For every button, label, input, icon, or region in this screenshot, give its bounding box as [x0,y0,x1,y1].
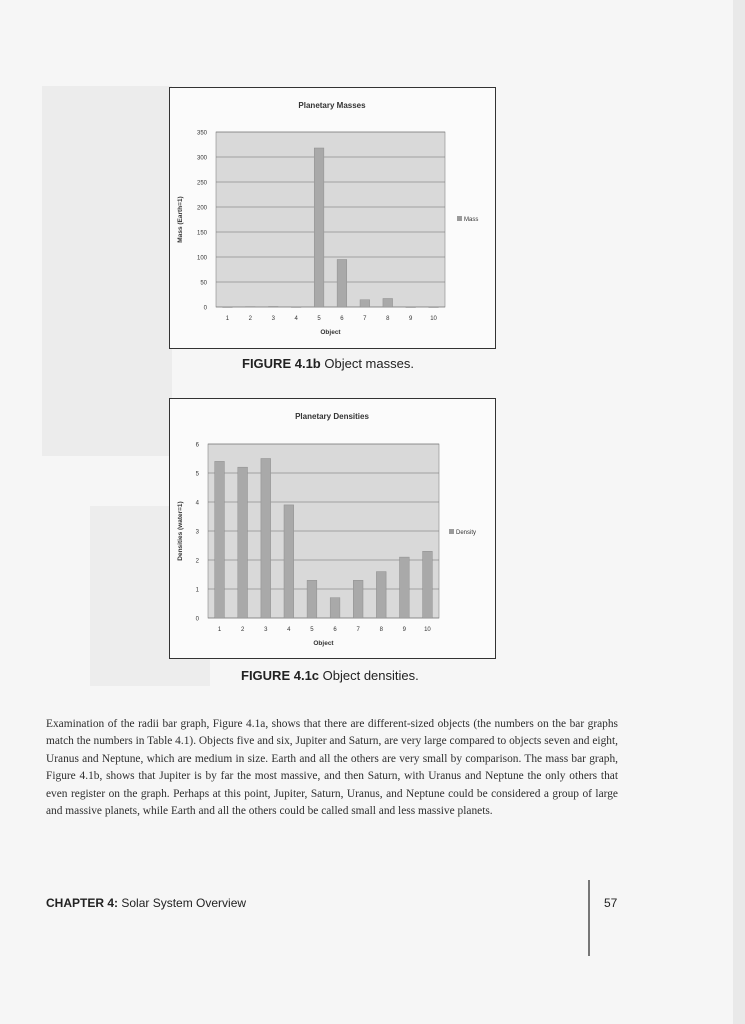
bar [406,307,416,308]
bar [429,307,439,308]
x-tick-label: 1 [217,627,222,633]
legend-swatch [449,529,454,534]
y-axis-label: Mass (Earth=1) [177,196,184,243]
legend-swatch [457,216,462,221]
y-tick-label: 50 [200,280,207,287]
x-tick-label: 10 [424,627,431,633]
bar [314,148,324,307]
body-paragraph: Examination of the radii bar graph, Figure 4.1a, shows that there are different-sized objects (the numbers on the bar graphs match the numbers in Table 4.1). Objects five and six, Jupiter and Saturn, are very large compared to objects seven and eight, Uranus and Neptune, which are medium in size. Earth and all the others are very small by comparison. The mass bar graph, Figure 4.1b, shows that Jupiter is by far the most massive, and then Saturn, with Uranus and Neptune the only others that even register on the graph. Perhaps at this point, Jupiter, Saturn, Uranus, and Neptune could be considered a group of large and massive planets, while Earth and all the others could be called small and less massive planets. [46,718,618,818]
x-tick-label: 2 [240,627,245,633]
x-tick-label: 2 [248,316,253,322]
x-tick-label: 10 [430,316,437,322]
bar [268,307,278,308]
y-tick-label: 2 [195,558,199,565]
y-tick-label: 5 [195,471,199,478]
y-tick-label: 6 [195,442,199,449]
bar [399,557,409,618]
bar [223,307,233,308]
y-tick-label: 1 [195,587,199,594]
x-tick-label: 4 [287,627,291,633]
caption-text: Object masses. [320,356,414,371]
x-tick-label: 8 [379,627,383,633]
x-tick-label: 7 [363,316,367,322]
x-tick-label: 9 [408,316,413,322]
page-edge [733,0,745,1024]
bar [383,299,393,308]
y-tick-label: 100 [196,255,207,262]
y-tick-label: 4 [195,500,199,507]
chart-title: Planetary Masses [298,101,366,110]
caption-text: Object densities. [319,668,419,683]
y-axis-label: Densities (water=1) [177,501,184,561]
bar [307,580,317,618]
bar [353,580,363,618]
bar [284,505,294,618]
running-footer [46,896,246,910]
bar [360,300,370,307]
bar [330,598,340,618]
show-through-shadow [42,86,172,456]
x-tick-label: 5 [317,316,321,322]
legend-label: Mass [464,217,479,223]
bar [261,459,271,619]
x-tick-label: 6 [333,627,337,633]
y-tick-label: 0 [195,616,199,623]
bar [291,307,301,308]
x-tick-label: 3 [264,627,268,633]
caption-label: FIGURE 4.1c [241,668,320,683]
y-tick-label: 0 [203,305,207,312]
y-tick-label: 3 [195,529,199,536]
bar [215,461,225,618]
x-tick-label: 4 [294,316,298,322]
x-tick-label: 3 [271,316,275,322]
y-tick-label: 250 [196,180,207,187]
mass-chart-frame [169,87,496,349]
x-tick-label: 5 [310,627,314,633]
y-tick-label: 300 [196,155,207,162]
density-chart-frame [169,398,496,659]
x-tick-label: 7 [356,627,360,633]
x-tick-label: 1 [225,316,230,322]
caption-label: FIGURE 4.1b [242,356,321,371]
x-axis-label: Object [313,640,334,647]
x-tick-label: 8 [386,316,390,322]
chapter-title: Solar System Overview [118,896,247,910]
bar [423,551,433,618]
figure-caption-mass [242,356,414,371]
chart-title: Planetary Densities [295,412,369,421]
plot-area [216,132,445,307]
page-number: 57 [604,896,618,910]
figure-caption-density [241,668,419,683]
chapter-label: CHAPTER 4: [46,896,119,910]
legend-label: Density [456,530,477,536]
y-tick-label: 200 [196,205,207,212]
mass-chart [170,88,495,348]
bar [337,260,347,308]
x-axis-label: Object [320,329,341,336]
x-tick-label: 6 [340,316,344,322]
bar [246,307,256,308]
page-rule [588,880,590,956]
bar [376,572,386,618]
y-tick-label: 150 [196,230,207,237]
y-tick-label: 350 [196,130,207,137]
x-tick-label: 9 [402,627,407,633]
bar [238,467,248,618]
density-chart [170,399,495,658]
